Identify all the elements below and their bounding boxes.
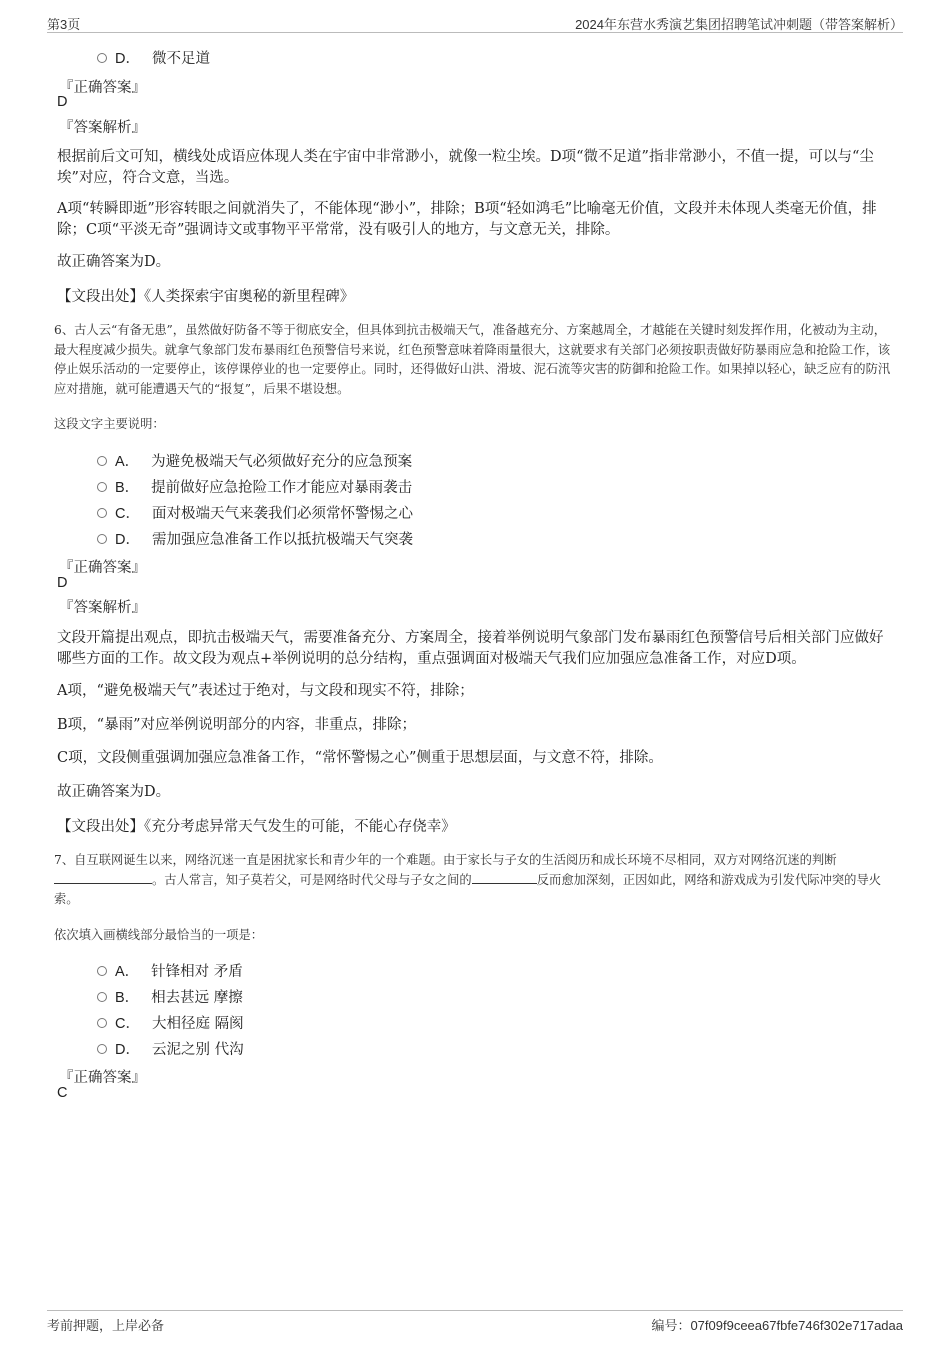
answer-blank-2[interactable] [472, 871, 537, 884]
document-code: 编号：07f09f9ceea67fbfe746f302e717adaa [651, 1318, 903, 1333]
analysis-paragraph: C项，文段侧重强调加强应急准备工作，“常怀警惕之心”侧重于思想层面，与文意不符，排除。 [57, 750, 663, 766]
source-citation: 【文段出处】《充分考虑异常天气发生的可能，不能心存侥幸》 [57, 819, 456, 835]
q6-option-a[interactable]: A． 为避免极端天气必须做好充分的应急预案 [97, 450, 412, 471]
q7-option-c[interactable]: C． 大相径庭 隔阂 [97, 1012, 244, 1033]
page-number: 第3页 [47, 17, 81, 32]
answer-blank-1[interactable] [54, 871, 152, 884]
analysis-paragraph: A项，“避免极端天气”表述过于绝对，与文段和现实不符，排除； [57, 683, 474, 699]
q7-option-a[interactable]: A． 针锋相对 矛盾 [97, 960, 243, 981]
analysis-paragraph: B项，“暴雨”对应举例说明部分的内容，非重点，排除； [57, 717, 416, 733]
q6-option-d[interactable]: D． 需加强应急准备工作以抵抗极端天气突袭 [97, 528, 413, 549]
source-citation: 【文段出处】《人类探索宇宙奥秘的新里程碑》 [57, 289, 355, 305]
analysis-label: 『答案解析』 [59, 120, 146, 136]
q6-option-b[interactable]: B． 提前做好应急抢险工作才能应对暴雨袭击 [97, 476, 412, 497]
radio-icon[interactable] [97, 1018, 107, 1028]
correct-answer-label: 『正确答案』 [59, 560, 146, 576]
analysis-paragraph: 文段开篇提出观点，即抗击极端天气，需要准备充分、方案周全，接着举例说明气象部门发布暴雨红色预警信号后相关部门应做好哪些方面的工作。故文段为观点+举例说明的总分结构，重点强调面对极端天气我们应加强应急准备工作，对应D项。 [57, 630, 884, 667]
radio-icon[interactable] [97, 1044, 107, 1054]
radio-icon[interactable] [97, 992, 107, 1002]
question-7-prompt: 依次填入画横线部分最恰当的一项是： [54, 928, 264, 942]
q7-option-b[interactable]: B． 相去甚远 摩擦 [97, 986, 243, 1007]
analysis-conclusion: 故正确答案为D。 [57, 784, 171, 800]
page-header [47, 12, 903, 33]
footer-slogan: 考前押题，上岸必备 [47, 1318, 165, 1333]
question-7-text: 7、自互联网诞生以来，网络沉迷一直是困扰家长和青少年的一个难题。由于家长与子女的生活阅历和成长环境不尽相同，双方对网络沉迷的判断 。古人常言，知子莫若父，可是网络时代父母与子女之间的 反而愈加深刻，正因如此，网络和游戏成为引发代际冲突的导火索。 [54, 853, 882, 906]
correct-answer-label: 『正确答案』 [59, 80, 146, 96]
radio-icon[interactable] [97, 53, 107, 63]
document-title: 2024年东营水秀演艺集团招聘笔试冲刺题（带答案解析） [575, 17, 903, 32]
page-footer [47, 1310, 903, 1333]
analysis-paragraph: A项“转瞬即逝”形容转眼之间就消失了，不能体现“渺小”，排除；B项“轻如鸿毛”比喻毫无价值，文段并未体现人类毫无价值，排除；C项“平淡无奇”强调诗文或事物平平常常，没有吸引人的地方，与文意无关，排除。 [57, 201, 877, 238]
correct-answer-value: D [57, 575, 68, 591]
radio-icon[interactable] [97, 966, 107, 976]
radio-icon[interactable] [97, 508, 107, 518]
question-6-text: 6、古人云“有备无患”，虽然做好防备不等于彻底安全，但具体到抗击极端天气，准备越充分、方案越周全，才越能在关键时刻发挥作用，化被动为主动，最大程度减少损失。就拿气象部门发布暴雨红色预警信号来说，红色预警意味着降雨量很大，这就要求有关部门必须按职责做好防暴雨应急和抢险工作，该停止娱乐活动的一定要停止，该停课停业的也一定要停止。同时，还得做好山洪、滑坡、泥石流等灾害的防御和抢险工作。如果掉以轻心，缺乏应有的防汛应对措施，就可能遭遇天气的“报复”，后果不堪设想。 [54, 323, 891, 396]
correct-answer-value: D [57, 94, 68, 110]
analysis-paragraph: 根据前后文可知，横线处成语应体现人类在宇宙中非常渺小，就像一粒尘埃。D项“微不足道”指非常渺小，不值一提，可以与“尘埃”对应，符合文意，当选。 [57, 149, 874, 186]
prev-option-d[interactable]: D． 微不足道 [97, 47, 210, 68]
question-6-prompt: 这段文字主要说明： [54, 417, 165, 431]
radio-icon[interactable] [97, 534, 107, 544]
q7-option-d[interactable]: D． 云泥之别 代沟 [97, 1038, 244, 1059]
analysis-conclusion: 故正确答案为D。 [57, 254, 171, 270]
radio-icon[interactable] [97, 456, 107, 466]
q6-option-c[interactable]: C． 面对极端天气来袭我们必须常怀警惕之心 [97, 502, 413, 523]
correct-answer-value: C [57, 1085, 68, 1101]
analysis-label: 『答案解析』 [59, 600, 146, 616]
radio-icon[interactable] [97, 482, 107, 492]
correct-answer-label: 『正确答案』 [59, 1070, 146, 1086]
